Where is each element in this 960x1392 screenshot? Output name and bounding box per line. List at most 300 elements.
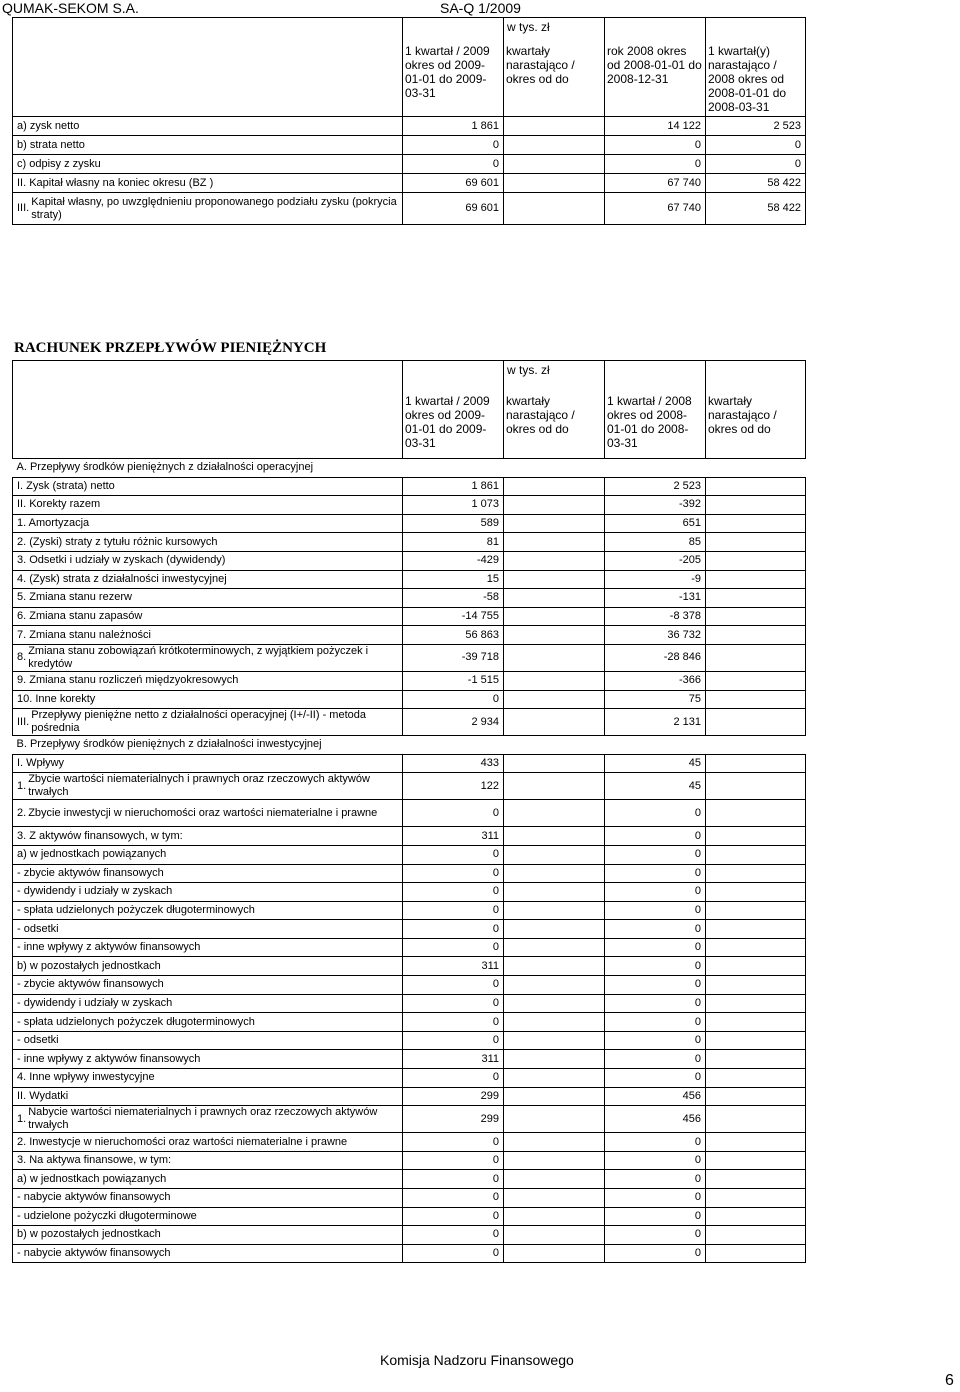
equity-col-header-text: rok 2008 okres od 2008-01-01 do 2008-12-31	[607, 44, 702, 86]
value-cell	[504, 477, 605, 496]
value-cell: 0	[605, 155, 706, 174]
table-row	[13, 551, 806, 570]
row-label	[17, 629, 398, 642]
table-row	[13, 136, 806, 155]
row-label-text: - spłata udzielonych pożyczek długoterminowych	[17, 903, 255, 916]
row-label	[17, 480, 398, 493]
value-cell: 14 122	[605, 117, 706, 136]
row-label-cell	[13, 1133, 403, 1152]
value-cell: 15	[403, 570, 504, 589]
row-label-cell	[13, 514, 403, 533]
footer-text: Komisja Nadzoru Finansowego	[380, 1352, 574, 1368]
table-row	[13, 1207, 806, 1226]
value-cell	[504, 1013, 605, 1032]
row-label-cell	[13, 690, 403, 709]
row-label-cell	[13, 883, 403, 902]
value-cell	[706, 1170, 806, 1189]
row-label-text: 3. Odsetki i udziały w zyskach (dywidendy)	[17, 554, 226, 567]
table-row	[13, 709, 806, 736]
row-label-text: Kapitał własny, po uwzględnieniu proponowanego podziału zysku (pokrycia straty)	[31, 195, 397, 221]
value-cell: -9	[605, 570, 706, 589]
cashflow-col-header	[605, 361, 706, 459]
value-cell	[504, 514, 605, 533]
table-row	[13, 1087, 806, 1106]
row-label-text: 3. Z aktywów finansowych, w tym:	[17, 829, 183, 842]
row-label	[17, 904, 398, 917]
value-cell: 0	[605, 1069, 706, 1088]
table-row	[13, 533, 806, 552]
row-label-text: 4. Inne wpływy inwestycyjne	[17, 1071, 155, 1084]
row-label-text: - inne wpływy z aktywów finansowych	[17, 1052, 201, 1065]
table-row	[13, 1133, 806, 1152]
section-heading: B. Przepływy środków pieniężnych z działalności inwestycyjnej	[16, 738, 322, 751]
row-label-cell	[13, 709, 403, 736]
equity-col-header-text: 1 kwartał(y) narastająco / 2008 okres od 2008-01-01 do 2008-03-31	[708, 44, 787, 114]
value-cell: 1 861	[403, 477, 504, 496]
value-cell	[504, 1151, 605, 1170]
row-label-cell	[13, 1031, 403, 1050]
value-cell	[504, 1087, 605, 1106]
value-cell	[504, 773, 605, 800]
value-cell: 0	[605, 1151, 706, 1170]
row-label	[17, 498, 398, 511]
value-cell: 0	[403, 1151, 504, 1170]
value-cell	[706, 883, 806, 902]
company-name: QUMAK-SEKOM S.A.	[2, 0, 139, 16]
value-cell: 0	[403, 1226, 504, 1245]
row-label-cell	[13, 938, 403, 957]
value-cell: -1 515	[403, 671, 504, 690]
value-cell	[504, 1031, 605, 1050]
value-cell	[706, 994, 806, 1013]
table-row	[13, 193, 806, 225]
row-label-text: 10. Inne korekty	[17, 692, 96, 705]
table-row	[13, 754, 806, 773]
value-cell: 0	[403, 1013, 504, 1032]
table-row	[13, 976, 806, 995]
row-number: 1.	[17, 779, 27, 792]
value-cell	[504, 1106, 605, 1133]
row-label-cell	[13, 117, 403, 136]
row-label-text: b) strata netto	[17, 138, 85, 151]
value-cell: 0	[605, 957, 706, 976]
value-cell	[504, 827, 605, 846]
row-label	[17, 120, 398, 133]
table-row	[13, 570, 806, 589]
value-cell	[504, 901, 605, 920]
value-cell	[706, 773, 806, 800]
value-cell: 0	[403, 864, 504, 883]
row-label-text: 6. Zmiana stanu zapasów	[17, 610, 143, 623]
table-row	[13, 1050, 806, 1069]
value-cell	[504, 976, 605, 995]
row-label-text: 3. Na aktywa finansowe, w tym:	[17, 1154, 172, 1167]
table-row	[13, 644, 806, 671]
row-label-text: - dywidendy i udziały w zyskach	[17, 885, 173, 898]
value-cell	[706, 514, 806, 533]
value-cell	[504, 1069, 605, 1088]
value-cell	[504, 671, 605, 690]
row-label	[17, 591, 398, 604]
row-label-cell	[13, 644, 403, 671]
value-cell: 589	[403, 514, 504, 533]
value-cell	[504, 883, 605, 902]
table-row	[13, 800, 806, 827]
value-cell	[504, 533, 605, 552]
value-cell: -366	[605, 671, 706, 690]
row-label-text: I. Wpływy	[17, 757, 65, 770]
row-label-text: - zbycie aktywów finansowych	[17, 866, 164, 879]
value-cell: 0	[605, 864, 706, 883]
row-label	[17, 517, 398, 530]
value-cell: -392	[605, 496, 706, 515]
row-label-cell	[13, 1050, 403, 1069]
value-cell: 0	[403, 1244, 504, 1263]
row-label-cell	[13, 1087, 403, 1106]
row-label	[17, 1016, 398, 1029]
row-label	[17, 807, 398, 820]
value-cell: -205	[605, 551, 706, 570]
row-label	[17, 1191, 398, 1204]
row-label-cell	[13, 994, 403, 1013]
value-cell: 0	[706, 136, 806, 155]
value-cell	[706, 754, 806, 773]
row-label	[17, 997, 398, 1010]
table-row	[13, 920, 806, 939]
value-cell: 0	[403, 800, 504, 827]
value-cell: 0	[403, 155, 504, 174]
table-row	[13, 1151, 806, 1170]
row-label-text: 9. Zmiana stanu rozliczeń międzyokresowych	[17, 674, 239, 687]
value-cell: 311	[403, 1050, 504, 1069]
table-row	[13, 1244, 806, 1263]
row-number: 8.	[17, 651, 27, 664]
row-label-text: - odsetki	[17, 1034, 59, 1047]
table-row	[13, 671, 806, 690]
row-label-text: - nabycie aktywów finansowych	[17, 1191, 171, 1204]
row-label	[17, 177, 398, 190]
row-label	[17, 645, 398, 671]
value-cell	[706, 1133, 806, 1152]
row-label-text: I. Zysk (strata) netto	[17, 479, 115, 492]
value-cell: 36 732	[605, 626, 706, 645]
equity-header-row	[13, 18, 806, 117]
row-label-cell	[13, 1244, 403, 1263]
value-cell	[706, 477, 806, 496]
value-cell	[706, 533, 806, 552]
row-label-text: Zmiana stanu zobowiązań krótkoterminowych, z wyjątkiem pożyczek i kredytów	[28, 644, 369, 670]
value-cell: 67 740	[605, 193, 706, 225]
row-label	[17, 554, 398, 567]
value-cell	[706, 800, 806, 827]
value-cell: 0	[605, 994, 706, 1013]
value-cell: 2 131	[605, 709, 706, 736]
value-cell	[504, 1244, 605, 1263]
table-row	[13, 864, 806, 883]
value-cell: 299	[403, 1106, 504, 1133]
equity-col-header-text: 1 kwartał / 2009 okres od 2009-01-01 do 2009-03-31	[405, 44, 490, 100]
value-cell: 69 601	[403, 174, 504, 193]
row-label-cell	[13, 1151, 403, 1170]
value-cell: 0	[605, 1050, 706, 1069]
value-cell	[706, 644, 806, 671]
row-label-text: Zbycie inwestycji w nieruchomości oraz wartości niematerialne i prawne	[28, 806, 378, 819]
value-cell	[706, 607, 806, 626]
row-label-cell	[13, 1226, 403, 1245]
equity-col-header	[706, 18, 806, 117]
value-cell: -14 755	[403, 607, 504, 626]
row-label-text: c) odpisy z zysku	[17, 157, 101, 170]
value-cell	[706, 1050, 806, 1069]
row-label	[17, 867, 398, 880]
row-label-cell	[13, 533, 403, 552]
value-cell	[706, 845, 806, 864]
row-label	[17, 1228, 398, 1241]
table-row	[13, 690, 806, 709]
row-label-cell	[13, 1170, 403, 1189]
value-cell: 0	[403, 938, 504, 957]
value-cell: 0	[403, 1069, 504, 1088]
row-label-cell	[13, 626, 403, 645]
row-number: 1.	[17, 1112, 27, 1125]
table-row	[13, 736, 806, 755]
value-cell: 0	[605, 1031, 706, 1050]
row-label	[17, 1071, 398, 1084]
value-cell	[504, 626, 605, 645]
value-cell	[706, 1087, 806, 1106]
value-cell: 45	[605, 773, 706, 800]
value-cell	[706, 1031, 806, 1050]
value-cell: 0	[403, 994, 504, 1013]
value-cell	[706, 864, 806, 883]
row-label	[17, 139, 398, 152]
row-label	[17, 709, 398, 735]
row-label-text: 7. Zmiana stanu należności	[17, 628, 151, 641]
row-label-cell	[13, 193, 403, 225]
value-cell: 58 422	[706, 174, 806, 193]
row-label-cell	[13, 155, 403, 174]
cashflow-unit-label: w tys. zł	[507, 363, 550, 377]
value-cell: 67 740	[605, 174, 706, 193]
row-label-cell	[13, 477, 403, 496]
value-cell	[504, 1207, 605, 1226]
value-cell	[706, 1226, 806, 1245]
value-cell: 651	[605, 514, 706, 533]
report-code: SA-Q 1/2009	[440, 0, 521, 16]
row-label	[17, 1247, 398, 1260]
value-cell	[706, 1013, 806, 1032]
row-label	[17, 693, 398, 706]
value-cell	[706, 589, 806, 608]
row-number: 2.	[17, 806, 27, 819]
value-cell: 122	[403, 773, 504, 800]
row-label-text: a) w jednostkach powiązanych	[17, 1172, 167, 1185]
value-cell: 0	[605, 920, 706, 939]
cashflow-col-header-text: kwartały narastająco / okres od do	[506, 394, 575, 436]
value-cell: 0	[605, 883, 706, 902]
row-label	[17, 885, 398, 898]
row-label	[17, 830, 398, 843]
value-cell: 0	[605, 976, 706, 995]
row-label-text: II. Wydatki	[17, 1089, 69, 1102]
value-cell: 0	[403, 1133, 504, 1152]
row-label-cell	[13, 800, 403, 827]
row-label-cell	[13, 976, 403, 995]
row-label	[17, 1106, 398, 1132]
row-label-cell	[13, 607, 403, 626]
table-row	[13, 883, 806, 902]
row-label-cell	[13, 1207, 403, 1226]
value-cell: 0	[605, 1170, 706, 1189]
value-cell	[706, 570, 806, 589]
row-label-text: II. Korekty razem	[17, 498, 101, 511]
row-label-cell	[13, 671, 403, 690]
table-row	[13, 155, 806, 174]
value-cell	[504, 496, 605, 515]
value-cell	[706, 957, 806, 976]
value-cell	[504, 864, 605, 883]
value-cell	[706, 1244, 806, 1263]
value-cell	[504, 155, 605, 174]
equity-col-header	[403, 18, 504, 117]
table-row	[13, 1069, 806, 1088]
row-label-cell	[13, 174, 403, 193]
table-row	[13, 117, 806, 136]
value-cell	[504, 938, 605, 957]
value-cell: 0	[403, 901, 504, 920]
row-label	[17, 1090, 398, 1103]
row-label-text: 1. Amortyzacja	[17, 517, 90, 530]
value-cell: 85	[605, 533, 706, 552]
cashflow-col-header-text: kwartały narastająco / okres od do	[708, 394, 777, 436]
row-label-text: Zbycie wartości niematerialnych i prawnych oraz rzeczowych aktywów trwałych	[28, 773, 370, 799]
table-row	[13, 589, 806, 608]
row-label-text: - zbycie aktywów finansowych	[17, 978, 164, 991]
value-cell: 0	[403, 1031, 504, 1050]
value-cell	[504, 117, 605, 136]
value-cell: 0	[403, 1170, 504, 1189]
row-label-cell	[13, 754, 403, 773]
table-row	[13, 496, 806, 515]
value-cell: 0	[605, 827, 706, 846]
value-cell	[706, 1106, 806, 1133]
value-cell	[504, 1050, 605, 1069]
cashflow-col-header-text: 1 kwartał / 2008 okres od 2008-01-01 do 2008-03-31	[607, 394, 692, 450]
value-cell: 456	[605, 1087, 706, 1106]
row-label-cell	[13, 957, 403, 976]
table-row	[13, 1226, 806, 1245]
value-cell: -58	[403, 589, 504, 608]
value-cell: 2 523	[605, 477, 706, 496]
row-label-text: - spłata udzielonych pożyczek długoterminowych	[17, 1015, 255, 1028]
row-number: III.	[17, 715, 30, 728]
row-label	[17, 1210, 398, 1223]
row-label	[17, 1136, 398, 1149]
table-row	[13, 938, 806, 957]
value-cell	[706, 626, 806, 645]
row-label	[17, 610, 398, 623]
value-cell	[706, 1207, 806, 1226]
equity-col-header-text: kwartały narastająco / okres od do	[506, 44, 575, 86]
table-row	[13, 827, 806, 846]
value-cell: 0	[605, 136, 706, 155]
row-label	[17, 773, 398, 799]
equity-table	[12, 17, 806, 225]
value-cell: 0	[605, 1244, 706, 1263]
value-cell	[706, 1069, 806, 1088]
table-row	[13, 957, 806, 976]
row-label-cell	[13, 901, 403, 920]
row-label	[17, 960, 398, 973]
row-label-cell	[13, 496, 403, 515]
row-number: III.	[17, 202, 30, 214]
equity-col-header	[605, 18, 706, 117]
value-cell	[706, 496, 806, 515]
value-cell: 56 863	[403, 626, 504, 645]
row-label-cell	[13, 920, 403, 939]
row-label	[17, 757, 398, 770]
row-label-cell	[13, 1069, 403, 1088]
value-cell	[504, 709, 605, 736]
row-label	[17, 674, 398, 687]
value-cell: 2 523	[706, 117, 806, 136]
row-label-text: b) w pozostałych jednostkach	[17, 1228, 161, 1241]
value-cell: 433	[403, 754, 504, 773]
value-cell	[504, 690, 605, 709]
value-cell: 58 422	[706, 193, 806, 225]
table-row	[13, 477, 806, 496]
table-row	[13, 901, 806, 920]
row-label-text: 2. (Zyski) straty z tytułu różnic kursowych	[17, 535, 218, 548]
row-label-cell	[13, 1013, 403, 1032]
row-label-cell	[13, 570, 403, 589]
row-label	[17, 978, 398, 991]
value-cell	[504, 589, 605, 608]
value-cell: 2 934	[403, 709, 504, 736]
row-label	[17, 1053, 398, 1066]
row-label-cell	[13, 1189, 403, 1208]
table-row	[13, 607, 806, 626]
value-cell: 81	[403, 533, 504, 552]
value-cell: 0	[605, 1189, 706, 1208]
row-label	[17, 1034, 398, 1047]
row-label-text: Nabycie wartości niematerialnych i prawnych oraz rzeczowych aktywów trwałych	[28, 1106, 378, 1132]
value-cell: 0	[706, 155, 806, 174]
value-cell: 0	[605, 1226, 706, 1245]
row-label-text: - odsetki	[17, 922, 59, 935]
row-label	[17, 923, 398, 936]
table-row	[13, 845, 806, 864]
row-label-text: II. Kapitał własny na koniec okresu (BZ )	[17, 176, 214, 189]
value-cell: 0	[605, 800, 706, 827]
table-row	[13, 459, 806, 478]
value-cell: 45	[605, 754, 706, 773]
table-row	[13, 1170, 806, 1189]
row-label	[17, 941, 398, 954]
value-cell: 1 073	[403, 496, 504, 515]
cashflow-header-row	[13, 361, 806, 459]
row-label-cell	[13, 551, 403, 570]
row-label-text: Przepływy pieniężne netto z działalności operacyjnej (I+/-II) - metoda pośrednia	[31, 709, 366, 735]
value-cell: -39 718	[403, 644, 504, 671]
row-label-text: - inne wpływy z aktywów finansowych	[17, 941, 201, 954]
table-row	[13, 1106, 806, 1133]
value-cell	[706, 938, 806, 957]
value-cell	[504, 1189, 605, 1208]
value-cell: 0	[605, 845, 706, 864]
value-cell	[504, 800, 605, 827]
section-heading: A. Przepływy środków pieniężnych z działalności operacyjnej	[16, 461, 314, 474]
